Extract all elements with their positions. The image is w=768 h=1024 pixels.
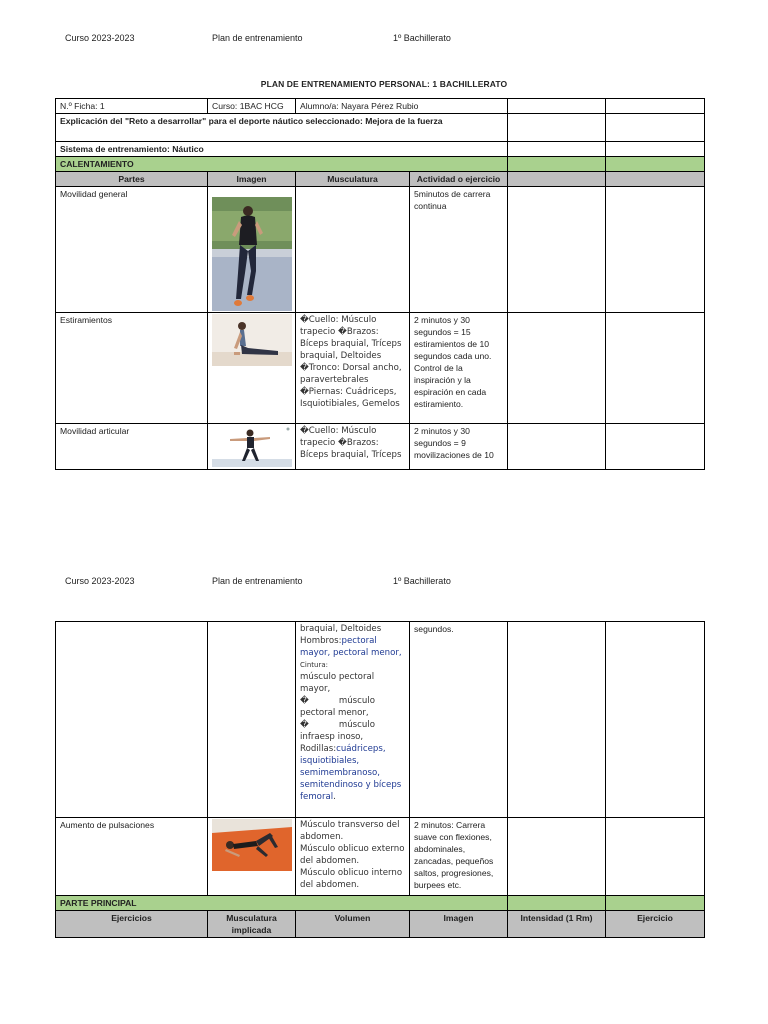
column-header: Intensidad (1 Rm) xyxy=(508,911,606,938)
header-plan: Plan de entrenamiento xyxy=(212,576,303,586)
column-header: Imagen xyxy=(208,172,296,187)
page-header xyxy=(0,576,768,590)
stretch-photo xyxy=(212,314,292,366)
section-row-main xyxy=(56,896,705,911)
actividad-cell: 2 minutos y 30 segundos = 9 movilizaciones de 10 xyxy=(410,424,508,470)
musculatura-cell: �Cuello: Músculo trapecio �Brazos: Bíceps braquial, Tríceps xyxy=(296,424,410,470)
column-header: Ejercicios xyxy=(56,911,208,938)
table-row xyxy=(56,818,705,896)
column-header: Actividad o ejercicio xyxy=(410,172,508,187)
sistema-cell: Sistema de entrenamiento: Náutico xyxy=(56,142,508,157)
musculatura-line: Músculo transverso del abdomen. xyxy=(300,820,400,842)
curso-cell: Curso: 1BAC HCG xyxy=(208,99,296,114)
musculatura-line: Músculo oblicuo externo del abdomen. xyxy=(300,844,405,866)
abs-exercise-photo xyxy=(212,819,292,871)
section-row-warmup xyxy=(56,157,705,172)
section-title: PARTE PRINCIPAL xyxy=(56,896,508,911)
ficha-cell: N.º Ficha: 1 xyxy=(56,99,208,114)
actividad-cell: segundos. xyxy=(410,622,508,818)
document-title: PLAN DE ENTRENAMIENTO PERSONAL: 1 BACHILLERATO xyxy=(260,79,508,89)
musculatura-rodillas: Rodillas:cuádriceps, isquiotibiales, semimembranoso, semitendinoso y bíceps femoral. xyxy=(300,744,402,802)
column-header: Musculatura implicada xyxy=(208,911,296,938)
column-header-row xyxy=(56,172,705,187)
table-row xyxy=(56,313,705,424)
header-course: Curso 2023-2023 xyxy=(65,33,135,43)
musculatura-hombros: Hombros:pectoral mayor, pectoral menor, xyxy=(300,636,402,658)
table-row xyxy=(56,424,705,470)
image-cell xyxy=(208,187,296,313)
actividad-cell: 2 minutos y 30 segundos = 15 estiramientos de 10 segundos cada uno. Control de la inspiración y la espiración en cada estiramiento. xyxy=(410,313,508,424)
alumno-cell: Alumno/a: Nayara Pérez Rubio xyxy=(296,99,508,114)
header-course: Curso 2023-2023 xyxy=(65,576,135,586)
header-level: 1º Bachillerato xyxy=(393,576,451,586)
parte-cell: Aumento de pulsaciones xyxy=(56,818,208,896)
column-header: Ejercicio xyxy=(606,911,705,938)
column-header: Volumen xyxy=(296,911,410,938)
actividad-cell: 5minutos de carrera continua xyxy=(410,187,508,313)
musculatura-cell xyxy=(296,818,410,896)
parte-cell: Movilidad general xyxy=(56,187,208,313)
table-row xyxy=(56,622,705,818)
musculatura-cintura-label: Cintura: xyxy=(300,661,328,669)
column-header: Partes xyxy=(56,172,208,187)
table-row xyxy=(56,187,705,313)
training-plan-table xyxy=(55,98,705,470)
musculatura-line: � músculo pectoral menor, xyxy=(300,696,378,718)
image-cell xyxy=(208,313,296,424)
explicacion-row xyxy=(56,114,705,142)
musculatura-line: braquial, Deltoides xyxy=(300,624,382,634)
runner-photo xyxy=(212,197,292,311)
parte-cell: Movilidad articular xyxy=(56,424,208,470)
column-header: Imagen xyxy=(410,911,508,938)
image-cell xyxy=(208,818,296,896)
musculatura-cell xyxy=(296,187,410,313)
page-header xyxy=(0,33,768,47)
musculatura-line: � músculo infraesp inoso, xyxy=(300,720,378,742)
parte-cell: Estiramientos xyxy=(56,313,208,424)
info-row xyxy=(56,99,705,114)
musculatura-line: Músculo oblicuo interno del abdomen. xyxy=(300,868,403,890)
actividad-cell: 2 minutos: Carrera suave con flexiones, abdominales, zancadas, pequeños saltos, progresiones, burpees etc. xyxy=(410,818,508,896)
image-cell xyxy=(208,424,296,470)
section-title: CALENTAMIENTO xyxy=(56,157,508,172)
musculatura-cell xyxy=(296,622,410,818)
mobility-photo xyxy=(212,425,292,467)
header-level: 1º Bachillerato xyxy=(393,33,451,43)
column-header: Musculatura xyxy=(296,172,410,187)
training-plan-table-continued xyxy=(55,621,705,938)
sistema-row xyxy=(56,142,705,157)
musculatura-cell: �Cuello: Músculo trapecio �Brazos: Bíceps braquial, Tríceps braquial, Deltoides �Tronco: Dorsal ancho, paravertebrales �Piernas: Cuádriceps, Isquiotibiales, Gemelos xyxy=(296,313,410,424)
header-plan: Plan de entrenamiento xyxy=(212,33,303,43)
musculatura-line: músculo pectoral mayor, xyxy=(300,672,375,694)
column-header-row xyxy=(56,911,705,938)
explicacion-cell: Explicación del "Reto a desarrollar" para el deporte náutico seleccionado: Mejora de la fuerza xyxy=(56,114,508,142)
